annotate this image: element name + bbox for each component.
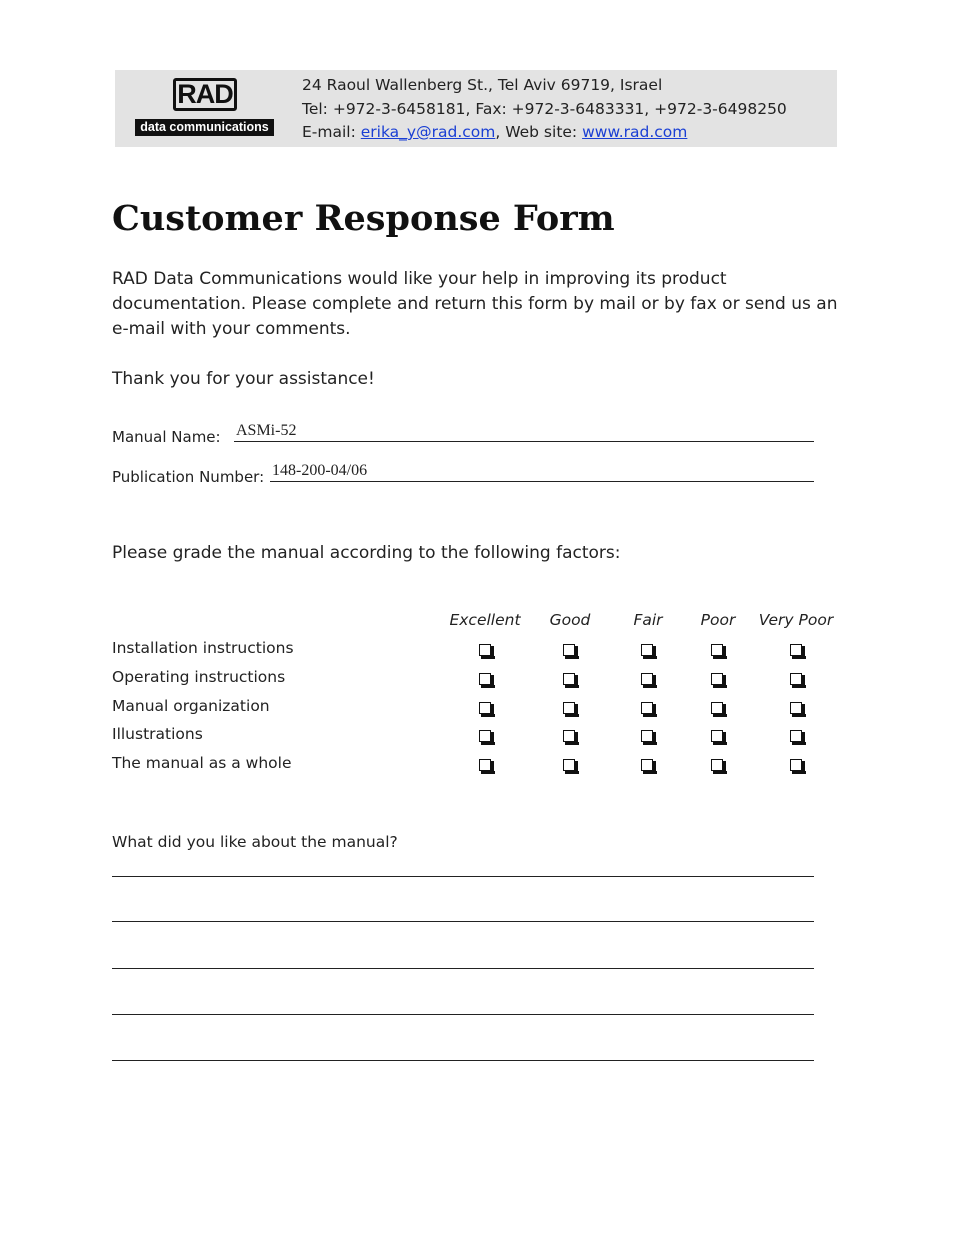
grade-col-good: Good bbox=[549, 611, 591, 629]
email-line bbox=[302, 121, 787, 145]
grade-checkbox[interactable] bbox=[790, 702, 802, 714]
thanks-text: Thank you for your assistance! bbox=[112, 369, 375, 389]
grade-checkbox[interactable] bbox=[790, 673, 802, 685]
grade-col-excellent: Excellent bbox=[449, 611, 521, 629]
publication-number-value: 148-200-04/06 bbox=[272, 462, 368, 479]
grade-checkbox[interactable] bbox=[479, 730, 491, 742]
manual-name-label: Manual Name: bbox=[112, 428, 221, 446]
grade-checkbox[interactable] bbox=[711, 673, 723, 685]
answer-line[interactable] bbox=[112, 921, 814, 922]
grade-checkbox[interactable] bbox=[790, 730, 802, 742]
email-label: E-mail: bbox=[302, 123, 356, 141]
grade-checkbox[interactable] bbox=[711, 702, 723, 714]
grade-row-installation: Installation instructions bbox=[112, 639, 294, 657]
grade-checkbox[interactable] bbox=[641, 702, 653, 714]
grade-instructions: Please grade the manual according to the following factors: bbox=[112, 543, 621, 563]
grade-col-very-poor: Very Poor bbox=[758, 611, 834, 629]
grade-checkbox[interactable] bbox=[641, 730, 653, 742]
grade-checkbox[interactable] bbox=[563, 759, 575, 771]
answer-line[interactable] bbox=[112, 968, 814, 969]
grade-checkbox[interactable] bbox=[479, 702, 491, 714]
rad-logo bbox=[135, 78, 275, 138]
publication-number-field bbox=[112, 460, 814, 486]
intro-text: RAD Data Communications would like your help in improving its product documentation. Please complete and return this form by mail or by fax or send us an e-mail with your comments. bbox=[112, 269, 838, 339]
grade-checkbox[interactable] bbox=[641, 644, 653, 656]
grade-checkbox[interactable] bbox=[641, 759, 653, 771]
grade-checkbox[interactable] bbox=[641, 673, 653, 685]
grade-checkbox[interactable] bbox=[563, 730, 575, 742]
grade-checkbox[interactable] bbox=[563, 644, 575, 656]
grade-checkbox[interactable] bbox=[711, 730, 723, 742]
manual-name-field bbox=[112, 420, 814, 446]
contact-info bbox=[302, 74, 787, 145]
grade-row-organization: Manual organization bbox=[112, 697, 270, 715]
grade-row-whole: The manual as a whole bbox=[112, 754, 292, 772]
website-label: , Web site: bbox=[495, 123, 578, 141]
grade-row-illustrations: Illustrations bbox=[112, 725, 203, 743]
question-liked: What did you like about the manual? bbox=[112, 833, 398, 851]
grade-checkbox[interactable] bbox=[479, 759, 491, 771]
publication-number-input[interactable] bbox=[270, 461, 814, 482]
email-link[interactable]: erika_y@rad.com bbox=[360, 123, 496, 141]
grade-col-fair: Fair bbox=[633, 611, 663, 629]
grade-checkbox[interactable] bbox=[711, 759, 723, 771]
grade-row-operating: Operating instructions bbox=[112, 668, 286, 686]
page-title: Customer Response Form bbox=[112, 198, 615, 239]
phone: Tel: +972-3-6458181, Fax: +972-3-6483331, +972-3-6498250 bbox=[302, 99, 787, 118]
logo-tagline: data communications bbox=[135, 119, 274, 136]
manual-name-input[interactable] bbox=[234, 421, 814, 442]
grade-checkbox[interactable] bbox=[563, 673, 575, 685]
grade-checkbox[interactable] bbox=[479, 644, 491, 656]
header-banner bbox=[115, 70, 837, 147]
publication-number-label: Publication Number: bbox=[112, 468, 265, 486]
address: 24 Raoul Wallenberg St., Tel Aviv 69719, Israel bbox=[302, 76, 663, 94]
grade-checkbox[interactable] bbox=[790, 759, 802, 771]
grade-checkbox[interactable] bbox=[790, 644, 802, 656]
answer-line[interactable] bbox=[112, 876, 814, 877]
manual-name-value: ASMi-52 bbox=[236, 422, 297, 439]
grade-checkbox[interactable] bbox=[711, 644, 723, 656]
logo-rad-text: RAD bbox=[173, 78, 237, 111]
answer-line[interactable] bbox=[112, 1060, 814, 1061]
grade-col-poor: Poor bbox=[700, 611, 736, 629]
answer-line[interactable] bbox=[112, 1014, 814, 1015]
website-link[interactable]: www.rad.com bbox=[582, 123, 688, 141]
grade-checkbox[interactable] bbox=[563, 702, 575, 714]
grade-checkbox[interactable] bbox=[479, 673, 491, 685]
